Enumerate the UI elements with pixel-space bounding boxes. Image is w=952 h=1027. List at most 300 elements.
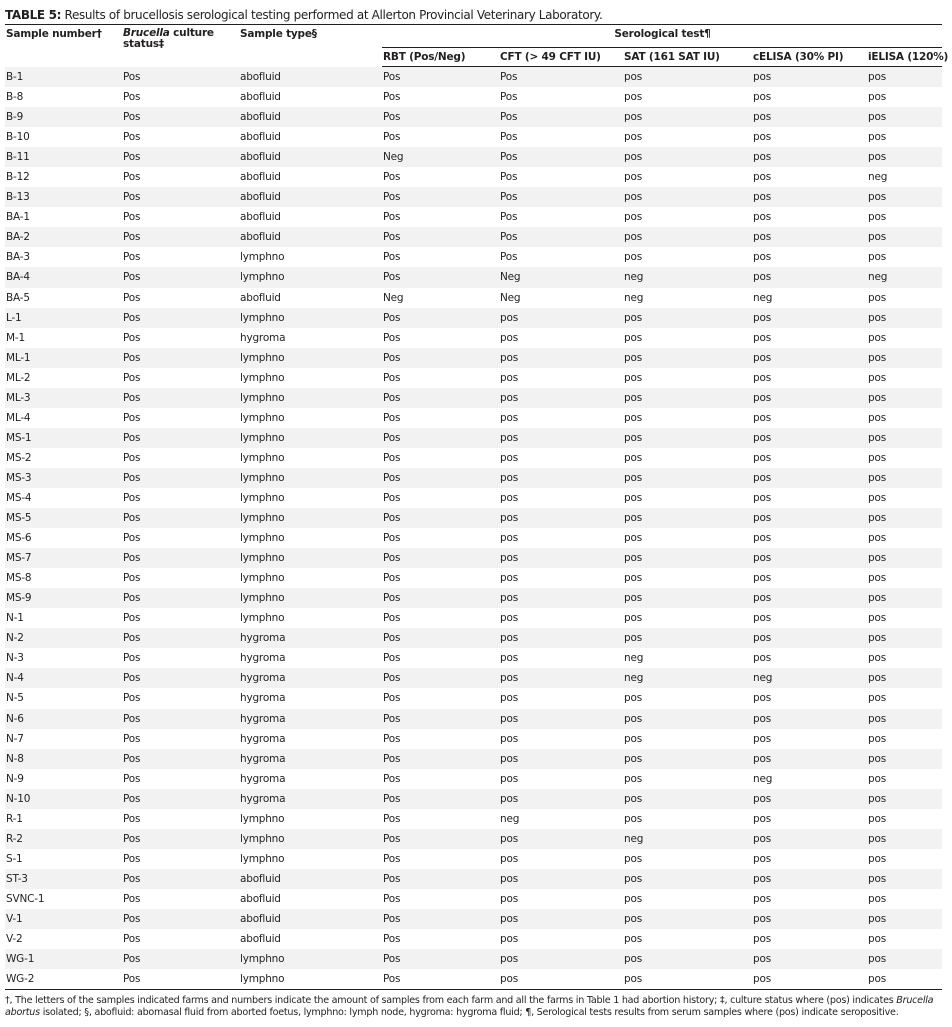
cell-rbt: Pos: [383, 251, 401, 264]
footnote-italic-genus: Brucella: [896, 995, 934, 1007]
cell-cft: Pos: [500, 251, 518, 264]
cell-culture-status: Pos: [122, 869, 239, 889]
cell-rbt: Pos: [383, 411, 401, 424]
cell-sat: pos: [623, 709, 752, 729]
cell-sample-number: ML-3: [5, 388, 122, 408]
cell-ielisa: pos: [867, 829, 942, 849]
cell-sat: pos: [623, 548, 752, 568]
table-row: [5, 729, 942, 749]
cell-rbt: Pos: [382, 668, 499, 688]
cell-sat: pos: [624, 211, 642, 224]
cell-rbt: Pos: [383, 772, 401, 785]
cell-rbt: Pos: [382, 789, 499, 809]
cell-culture-status: Pos: [123, 171, 141, 184]
cell-celisa: pos: [753, 251, 771, 264]
cell-culture-status: Pos: [123, 692, 141, 705]
cell-cft: pos: [499, 869, 623, 889]
cell-celisa: pos: [752, 308, 867, 328]
cell-sample-number: WG-2: [5, 969, 122, 990]
cell-sample-number: MS-4: [6, 492, 32, 504]
cell-sample-number: N-8: [5, 749, 122, 769]
cell-celisa: pos: [752, 709, 867, 729]
cell-rbt: Pos: [382, 969, 499, 990]
cell-culture-status: Pos: [123, 933, 141, 946]
cell-culture-status: Pos: [122, 789, 239, 809]
cell-sample-type: lymphno: [240, 251, 285, 264]
cell-cft: pos: [500, 892, 518, 905]
cell-sample-type: hygroma: [239, 789, 382, 809]
cell-sample-type: abofluid: [239, 869, 382, 889]
cell-celisa: pos: [753, 451, 771, 464]
cell-celisa: pos: [753, 652, 771, 665]
cell-ielisa: pos: [867, 468, 942, 488]
cell-cft: pos: [500, 572, 518, 585]
cell-cft: pos: [500, 732, 518, 745]
cell-sat: pos: [623, 508, 752, 528]
cell-sat: pos: [624, 852, 642, 865]
table-row: [5, 949, 942, 969]
cell-cft: pos: [500, 772, 518, 785]
cell-sample-number: S-1: [6, 852, 23, 865]
cell-celisa: pos: [753, 492, 771, 504]
cell-ielisa: pos: [868, 411, 886, 424]
cell-sat: pos: [624, 892, 642, 905]
cell-cft: pos: [499, 749, 623, 769]
cell-celisa: pos: [753, 852, 771, 865]
cell-sample-number: MS-3: [5, 468, 122, 488]
cell-sample-type: abofluid: [239, 147, 382, 167]
table-row: [5, 227, 942, 247]
cell-sat: pos: [624, 411, 642, 424]
table-body: [5, 67, 942, 990]
cell-sample-type: lymphno: [239, 949, 382, 969]
cell-celisa: pos: [752, 147, 867, 167]
cell-sample-type: lymphno: [240, 532, 285, 545]
cell-celisa: pos: [752, 267, 867, 287]
cell-ielisa: pos: [867, 107, 942, 127]
cell-culture-status: Pos: [122, 949, 239, 969]
cell-culture-status: Pos: [122, 709, 239, 729]
header-ielisa: iELISA (120%): [867, 48, 942, 67]
cell-cft: pos: [499, 709, 623, 729]
table-row: [5, 87, 942, 107]
table-row: [5, 167, 942, 187]
cell-celisa: pos: [753, 812, 771, 825]
cell-sat: neg: [624, 291, 644, 304]
cell-culture-status: Pos: [122, 668, 239, 688]
cell-cft: Pos: [499, 187, 623, 207]
cell-rbt: Pos: [383, 652, 401, 665]
cell-sample-number: N-10: [5, 789, 122, 809]
table-document: [5, 7, 949, 1019]
cell-ielisa: pos: [868, 251, 886, 264]
cell-rbt: Pos: [382, 67, 499, 88]
cell-culture-status: Pos: [122, 267, 239, 287]
header-cft: CFT (> 49 CFT IU): [499, 48, 623, 67]
cell-sample-type: hygroma: [239, 628, 382, 648]
table-row: [5, 328, 942, 348]
cell-rbt: Pos: [382, 428, 499, 448]
cell-rbt: Pos: [382, 107, 499, 127]
cell-cft: pos: [500, 371, 518, 384]
cell-rbt: Pos: [383, 371, 401, 384]
cell-ielisa: pos: [868, 612, 886, 625]
cell-sat: pos: [623, 628, 752, 648]
cell-culture-status: Pos: [122, 628, 239, 648]
cell-celisa: pos: [753, 532, 771, 545]
footnote-text-2: isolated; §, abofluid: abomasal fluid from aborted foetus, lymphno: lymph node, hygroma: hygroma fluid; ¶, Serological tests results from serum samples where (pos) indicate seropositive.: [42, 1007, 899, 1019]
cell-ielisa: pos: [867, 147, 942, 167]
cell-sat: pos: [623, 428, 752, 448]
cell-sample-type: hygroma: [239, 709, 382, 729]
cell-sat: pos: [623, 67, 752, 88]
cell-ielisa: pos: [867, 969, 942, 990]
cell-rbt: Pos: [383, 612, 401, 625]
table-footnote: [5, 995, 942, 1019]
header-culture-status-line2: status‡: [123, 38, 164, 50]
cell-culture-status: Pos: [123, 572, 141, 585]
cell-cft: Neg: [500, 291, 521, 304]
cell-culture-status: Pos: [123, 772, 141, 785]
cell-sat: pos: [623, 468, 752, 488]
cell-celisa: pos: [752, 187, 867, 207]
table-row: [5, 348, 942, 368]
cell-ielisa: pos: [868, 211, 886, 224]
cell-sample-type: lymphno: [239, 388, 382, 408]
cell-cft: Pos: [500, 171, 518, 184]
table-label: TABLE 5:: [5, 8, 62, 22]
cell-celisa: pos: [753, 371, 771, 384]
cell-rbt: Pos: [383, 572, 401, 585]
cell-cft: Pos: [500, 211, 518, 224]
cell-sample-number: SVNC-1: [6, 892, 45, 905]
table-row: [5, 749, 942, 769]
cell-sample-type: lymphno: [240, 492, 285, 504]
cell-sat: pos: [623, 949, 752, 969]
cell-sat: pos: [623, 388, 752, 408]
cell-sat: pos: [623, 869, 752, 889]
cell-celisa: pos: [752, 428, 867, 448]
cell-rbt: Neg: [382, 147, 499, 167]
cell-ielisa: pos: [867, 187, 942, 207]
cell-celisa: pos: [753, 933, 771, 946]
cell-cft: pos: [499, 548, 623, 568]
cell-sample-type: lymphno: [239, 348, 382, 368]
cell-sat: pos: [624, 171, 642, 184]
cell-culture-status: Pos: [122, 308, 239, 328]
cell-celisa: pos: [752, 388, 867, 408]
cell-sample-type: abofluid: [239, 187, 382, 207]
table-row: [5, 688, 942, 708]
table-row: [5, 428, 942, 448]
cell-culture-status: Pos: [123, 612, 141, 625]
cell-sample-type: hygroma: [240, 692, 286, 705]
cell-ielisa: pos: [868, 772, 886, 785]
cell-sample-number: B-1: [5, 67, 122, 88]
cell-sample-type: lymphno: [240, 572, 285, 585]
table-row: [5, 288, 942, 308]
cell-sample-type: lymphno: [239, 548, 382, 568]
table-row: [5, 608, 942, 628]
cell-sat: pos: [623, 227, 752, 247]
cell-sample-number: WG-1: [5, 949, 122, 969]
cell-celisa: pos: [752, 909, 867, 929]
cell-culture-status: Pos: [122, 147, 239, 167]
cell-ielisa: pos: [867, 749, 942, 769]
cell-celisa: neg: [753, 291, 773, 304]
cell-celisa: pos: [752, 628, 867, 648]
cell-rbt: Pos: [382, 909, 499, 929]
cell-cft: Neg: [499, 267, 623, 287]
header-culture-genus: Brucella: [123, 27, 170, 39]
cell-ielisa: pos: [868, 291, 886, 304]
cell-sample-number: MS-2: [6, 451, 32, 464]
cell-ielisa: pos: [867, 789, 942, 809]
cell-celisa: pos: [753, 572, 771, 585]
cell-sample-number: ML-2: [6, 371, 31, 384]
cell-rbt: Pos: [383, 933, 401, 946]
cell-sample-type: abofluid: [240, 892, 281, 905]
cell-culture-status: Pos: [123, 91, 141, 104]
cell-sample-number: L-1: [5, 308, 122, 328]
cell-culture-status: Pos: [123, 291, 141, 304]
cell-sample-type: abofluid: [240, 211, 281, 224]
cell-sample-number: MS-5: [5, 508, 122, 528]
cell-rbt: Pos: [382, 829, 499, 849]
header-rbt: RBT (Pos/Neg): [382, 48, 499, 67]
cell-ielisa: pos: [867, 348, 942, 368]
table-row: [5, 187, 942, 207]
cell-cft: pos: [500, 331, 518, 344]
header-sat: SAT (161 SAT IU): [623, 48, 752, 67]
cell-celisa: pos: [752, 468, 867, 488]
cell-celisa: pos: [753, 692, 771, 705]
cell-celisa: pos: [753, 411, 771, 424]
table-row: [5, 267, 942, 287]
cell-celisa: pos: [752, 949, 867, 969]
cell-ielisa: neg: [868, 171, 888, 184]
cell-sample-type: hygroma: [240, 772, 286, 785]
footnote-line-2: [5, 1007, 942, 1019]
cell-ielisa: pos: [868, 371, 886, 384]
cell-ielisa: pos: [867, 308, 942, 328]
cell-cft: pos: [499, 628, 623, 648]
cell-sat: pos: [623, 107, 752, 127]
cell-sample-number: MS-8: [6, 572, 32, 585]
cell-ielisa: pos: [867, 588, 942, 608]
cell-cft: pos: [500, 933, 518, 946]
table-row: [5, 628, 942, 648]
cell-sample-type: lymphno: [239, 428, 382, 448]
cell-ielisa: pos: [868, 572, 886, 585]
cell-rbt: Pos: [382, 468, 499, 488]
cell-sample-type: abofluid: [240, 91, 281, 104]
cell-sample-number: BA-3: [6, 251, 30, 264]
cell-sample-number: N-6: [5, 709, 122, 729]
cell-celisa: pos: [752, 829, 867, 849]
table-row: [5, 769, 942, 789]
cell-ielisa: pos: [867, 548, 942, 568]
table-row: [5, 889, 942, 909]
table-title: Results of brucellosis serological testing performed at Allerton Provincial Veterinary Laboratory.: [64, 8, 603, 22]
cell-cft: pos: [499, 508, 623, 528]
cell-culture-status: Pos: [123, 371, 141, 384]
cell-celisa: pos: [752, 107, 867, 127]
table-row: [5, 308, 942, 328]
cell-sample-number: B-13: [5, 187, 122, 207]
table-row: [5, 849, 942, 869]
cell-sat: pos: [623, 588, 752, 608]
cell-sample-type: abofluid: [240, 933, 281, 946]
cell-sat: pos: [624, 91, 642, 104]
cell-sat: pos: [624, 371, 642, 384]
cell-sat: pos: [624, 492, 642, 504]
cell-culture-status: Pos: [122, 388, 239, 408]
cell-sat: neg: [623, 267, 752, 287]
cell-sample-number: N-2: [5, 628, 122, 648]
cell-ielisa: pos: [868, 933, 886, 946]
header-serological-test: Serological test¶: [614, 28, 711, 40]
cell-cft: Pos: [499, 67, 623, 88]
table-row: [5, 147, 942, 167]
cell-culture-status: Pos: [123, 451, 141, 464]
table-row: [5, 969, 942, 990]
cell-cft: pos: [499, 829, 623, 849]
table-row: [5, 829, 942, 849]
cell-rbt: Pos: [382, 187, 499, 207]
cell-ielisa: pos: [867, 869, 942, 889]
cell-sample-type: abofluid: [239, 107, 382, 127]
cell-rbt: Pos: [383, 692, 401, 705]
cell-cft: Pos: [500, 91, 518, 104]
cell-cft: pos: [499, 789, 623, 809]
cell-sample-type: abofluid: [239, 67, 382, 88]
table-row: [5, 67, 942, 88]
cell-sample-number: B-8: [6, 91, 24, 104]
cell-cft: pos: [499, 949, 623, 969]
table-row: [5, 869, 942, 889]
cell-sample-number: B-9: [5, 107, 122, 127]
footnote-line-1: [5, 995, 942, 1007]
cell-sample-type: lymphno: [240, 371, 285, 384]
cell-cft: neg: [500, 812, 520, 825]
cell-culture-status: Pos: [122, 227, 239, 247]
cell-sat: pos: [624, 732, 642, 745]
cell-rbt: Pos: [383, 131, 401, 144]
cell-rbt: Pos: [382, 508, 499, 528]
cell-rbt: Neg: [383, 291, 404, 304]
cell-cft: Pos: [499, 227, 623, 247]
cell-celisa: pos: [753, 211, 771, 224]
cell-sample-type: lymphno: [240, 812, 285, 825]
cell-sat: neg: [624, 652, 644, 665]
cell-ielisa: pos: [867, 388, 942, 408]
cell-cft: pos: [500, 451, 518, 464]
cell-cft: pos: [500, 852, 518, 865]
cell-sample-type: lymphno: [239, 588, 382, 608]
header-celisa: cELISA (30% PI): [752, 48, 867, 67]
cell-sample-number: MS-9: [5, 588, 122, 608]
cell-ielisa: pos: [868, 532, 886, 545]
cell-celisa: pos: [753, 171, 771, 184]
cell-sat: pos: [624, 331, 642, 344]
cell-sat: pos: [623, 749, 752, 769]
cell-celisa: neg: [752, 668, 867, 688]
cell-ielisa: pos: [867, 628, 942, 648]
cell-culture-status: Pos: [123, 852, 141, 865]
cell-sat: neg: [623, 829, 752, 849]
cell-sample-number: N-3: [6, 652, 24, 665]
table-row: [5, 408, 942, 428]
cell-cft: pos: [500, 692, 518, 705]
cell-culture-status: Pos: [123, 411, 141, 424]
cell-sat: pos: [624, 572, 642, 585]
cell-sample-number: BA-4: [5, 267, 122, 287]
cell-celisa: pos: [752, 588, 867, 608]
cell-sample-type: lymphno: [239, 267, 382, 287]
cell-sample-number: V-2: [6, 933, 23, 946]
cell-sat: neg: [623, 668, 752, 688]
table-row: [5, 709, 942, 729]
cell-ielisa: pos: [868, 692, 886, 705]
cell-rbt: Pos: [382, 308, 499, 328]
cell-cft: pos: [500, 652, 518, 665]
cell-sample-number: B-12: [6, 171, 30, 184]
header-sample-number: Sample number†: [6, 28, 102, 40]
cell-cft: pos: [499, 909, 623, 929]
cell-celisa: pos: [752, 227, 867, 247]
results-table: [5, 25, 949, 990]
cell-sat: pos: [624, 451, 642, 464]
cell-celisa: pos: [752, 749, 867, 769]
cell-cft: pos: [499, 428, 623, 448]
cell-celisa: pos: [753, 331, 771, 344]
cell-sample-type: lymphno: [240, 451, 285, 464]
cell-rbt: Pos: [382, 227, 499, 247]
cell-celisa: pos: [752, 348, 867, 368]
cell-culture-status: Pos: [122, 969, 239, 990]
cell-sample-type: lymphno: [239, 468, 382, 488]
cell-sample-type: hygroma: [240, 732, 286, 745]
cell-cft: pos: [499, 969, 623, 990]
cell-celisa: pos: [753, 892, 771, 905]
cell-celisa: pos: [752, 548, 867, 568]
table-row: [5, 468, 942, 488]
table-row: [5, 388, 942, 408]
cell-ielisa: pos: [867, 668, 942, 688]
cell-cft: pos: [499, 348, 623, 368]
table-row: [5, 648, 942, 668]
cell-sat: pos: [623, 969, 752, 990]
table-row: [5, 668, 942, 688]
cell-cft: pos: [499, 388, 623, 408]
cell-sat: pos: [623, 909, 752, 929]
cell-celisa: pos: [753, 131, 771, 144]
cell-culture-status: Pos: [123, 812, 141, 825]
cell-culture-status: Pos: [123, 331, 141, 344]
footnote-text-1: †, The letters of the samples indicated farms and numbers indicate the amount of samples from each farm and all the farms in Table 1 had abortion history; ‡, culture status where (pos) indicates: [5, 995, 894, 1007]
table-row: [5, 548, 942, 568]
cell-cft: pos: [499, 668, 623, 688]
cell-cft: Pos: [500, 131, 518, 144]
table-row: [5, 528, 942, 548]
cell-ielisa: neg: [867, 267, 942, 287]
cell-rbt: Pos: [383, 532, 401, 545]
table-row: [5, 789, 942, 809]
cell-sample-number: B-11: [5, 147, 122, 167]
cell-sat: pos: [624, 812, 642, 825]
cell-culture-status: Pos: [123, 492, 141, 504]
